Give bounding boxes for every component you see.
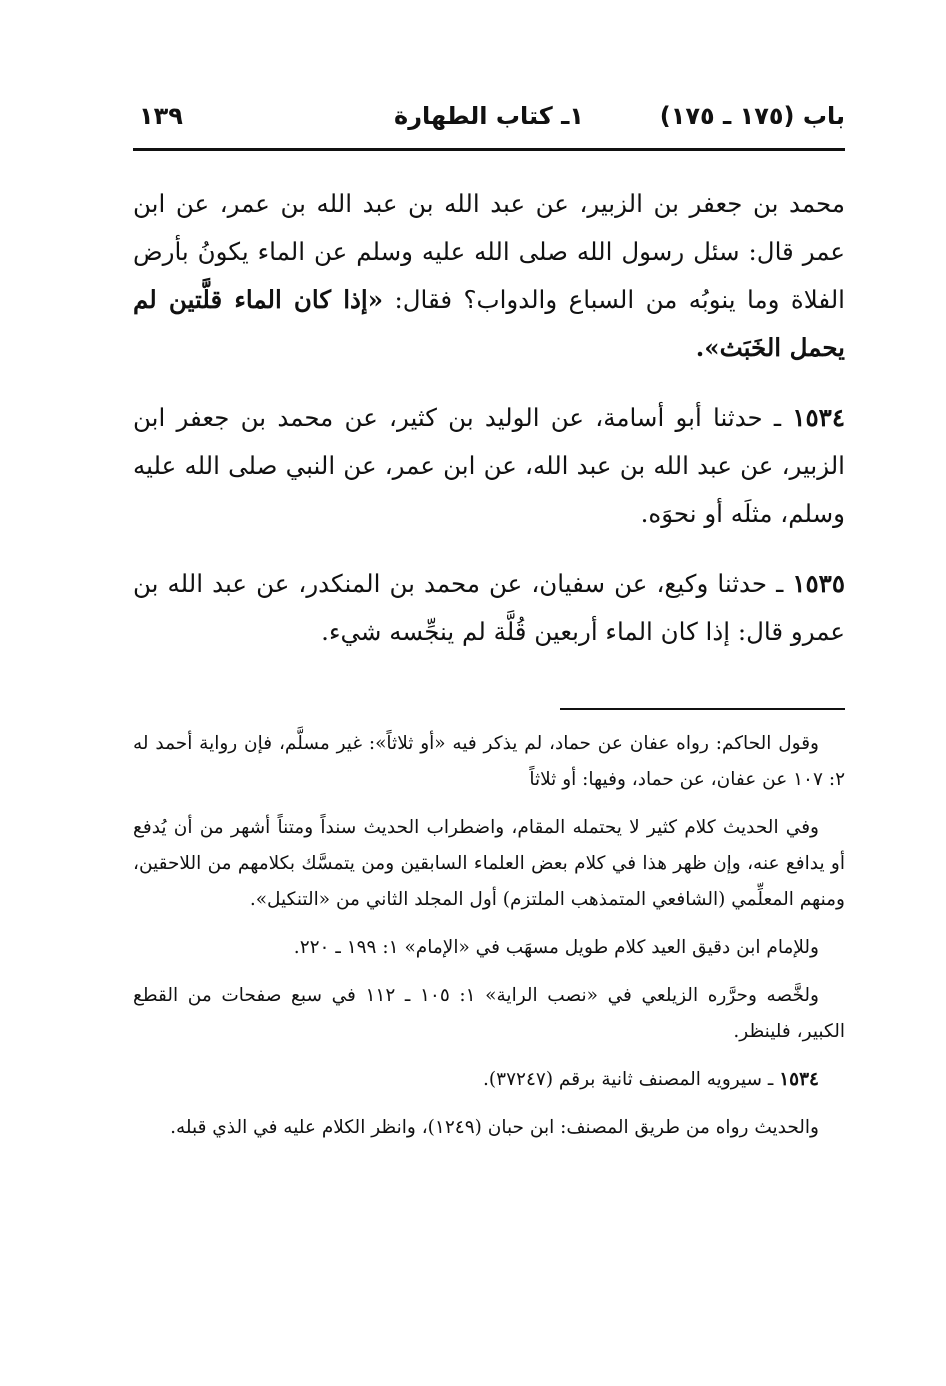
main-text — [133, 180, 845, 678]
prophetic-quote: «إذا كان الماء قلَّتين لم يحمل الخَبَث». — [133, 285, 845, 362]
footnote-paragraph: وللإمام ابن دقيق العيد كلام طويل مسهَب في «الإمام» ١: ١٩٩ ـ ٢٢٠. — [293, 937, 819, 958]
footnote-separator — [560, 708, 845, 710]
footnote-paragraph: وقول الحاكم: رواه عفان عن حماد، لم يذكر فيه «أو ثلاثاً»: غير مسلَّم، فإن رواية أحمد له ٢: ١٠٧ عن عفان، عن حماد، وفيها: أو ثلاثاً — [133, 733, 845, 790]
footnote-paragraph: وفي الحديث كلام كثير لا يحتمله المقام، واضطراب الحديث سنداً ومتناً أشهر من أن يُدفع أو يدافع عنه، وإن ظهر هذا في كلام بعض العلماء السابقين ومن يتمسَّك بكلامهم من اللاحقين، ومنهم المعلِّمي (الشافعي المتمذهب الملتزم) أول المجلد الثاني من «التنكيل». — [133, 817, 845, 910]
book-title: ١ـ كتاب الطهارة — [394, 102, 584, 130]
continuation-text: محمد بن جعفر بن الزبير، عن عبد الله بن عبد الله بن عمر، عن ابن عمر قال: سئل رسول الله صلى الله عليه وسلم عن الماء يكونُ بأرض الفلاة وما ينوبُه من السباع والدواب؟ فقال: — [133, 189, 845, 314]
footnote-number: ١٥٣٤ — [779, 1069, 819, 1090]
page-number: ١٣٩ — [139, 102, 183, 130]
header-rule — [133, 148, 845, 151]
hadith-number: ١٥٣٤ — [792, 403, 845, 432]
hadith-number: ١٥٣٥ — [792, 569, 845, 598]
hadith-continuation — [133, 180, 845, 372]
footnote-paragraph — [133, 1062, 845, 1098]
footnote-text: ـ سيرويه المصنف ثانية برقم (٣٧٢٤٧). — [483, 1069, 780, 1090]
footnote-paragraph: والحديث رواه من طريق المصنف: ابن حبان (١٢٤٩)، وانظر الكلام عليه في الذي قبله. — [170, 1117, 819, 1138]
hadith-text: ـ حدثنا أبو أسامة، عن الوليد بن كثير، عن محمد بن جعفر ابن الزبير، عن عبد الله بن عبد الله، عن ابن عمر، عن النبي صلى الله عليه وسلم، مثلَه أو نحوَه. — [133, 403, 845, 528]
chapter-heading: باب (١٧٥ ـ ١٧٥) — [659, 102, 845, 130]
footnote-paragraph: ولخَّصه وحرَّره الزيلعي في «نصب الراية» ١: ١٠٥ ـ ١١٢ في سبع صفحات من القطع الكبير، فلينظر. — [133, 985, 845, 1042]
footnotes — [133, 726, 845, 1158]
hadith-text: ـ حدثنا وكيع، عن سفيان، عن محمد بن المنكدر، عن عبد الله بن عمرو قال: إذا كان الماء أربعين قُلَّة لم ينجِّسه شيء. — [133, 569, 845, 646]
hadith-1534 — [133, 394, 845, 538]
running-header — [133, 98, 845, 142]
hadith-1535 — [133, 560, 845, 656]
